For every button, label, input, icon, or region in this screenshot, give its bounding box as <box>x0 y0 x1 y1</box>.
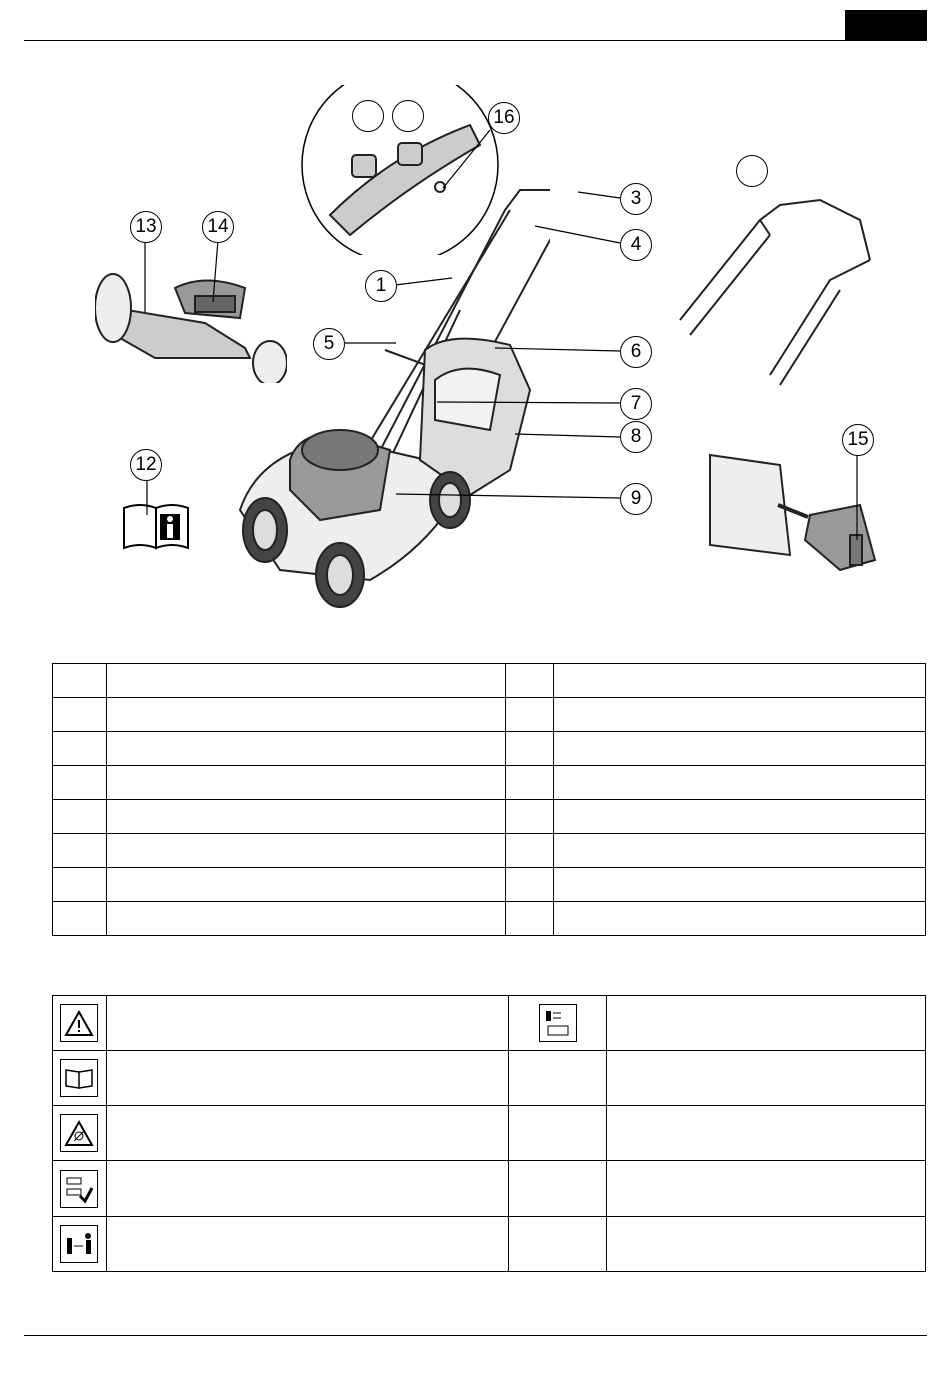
symbols-right-text <box>607 1217 926 1272</box>
parts-row <box>53 800 926 834</box>
parts-row <box>53 732 926 766</box>
symbols-left-text <box>106 1051 508 1106</box>
parts-cell-t2 <box>554 800 926 834</box>
symbols-left-text <box>106 1217 508 1272</box>
thrown-objects-icon <box>60 1114 98 1152</box>
callout-14: 14 <box>202 211 234 243</box>
callout-16: 16 <box>488 102 520 134</box>
callout-15: 15 <box>842 424 874 456</box>
parts-cell-t1 <box>106 732 506 766</box>
footer-rule <box>24 1335 927 1336</box>
symbols-right-text <box>607 996 926 1051</box>
parts-row <box>53 834 926 868</box>
symbols-row <box>53 1161 926 1217</box>
parts-cell-t1 <box>106 664 506 698</box>
read-manual-icon <box>60 1059 98 1097</box>
symbols-table <box>52 995 926 1272</box>
callout-9: 9 <box>620 483 652 515</box>
parts-row <box>53 902 926 936</box>
parts-cell-t2 <box>554 698 926 732</box>
warning-triangle-icon <box>60 1004 98 1042</box>
parts-cell-n1 <box>53 664 107 698</box>
callout-7: 7 <box>620 388 652 420</box>
callout-1: 1 <box>365 270 397 302</box>
parts-cell-n2 <box>506 800 554 834</box>
callout-4: 4 <box>620 229 652 261</box>
parts-cell-n2 <box>506 698 554 732</box>
symbols-right-icon-cell <box>509 1161 607 1217</box>
symbols-right-text <box>607 1106 926 1161</box>
callout-6: 6 <box>620 336 652 368</box>
callout-13: 13 <box>130 211 162 243</box>
symbols-row <box>53 1217 926 1272</box>
parts-cell-t1 <box>106 698 506 732</box>
parts-cell-t2 <box>554 902 926 936</box>
parts-cell-n2 <box>506 766 554 800</box>
parts-cell-t1 <box>106 868 506 902</box>
parts-cell-t1 <box>106 902 506 936</box>
parts-cell-t1 <box>106 834 506 868</box>
parts-cell-n1 <box>53 732 107 766</box>
parts-cell-t2 <box>554 664 926 698</box>
parts-cell-n2 <box>506 868 554 902</box>
parts-cell-n1 <box>53 800 107 834</box>
callout-5: 5 <box>313 328 345 360</box>
callout-3: 3 <box>620 183 652 215</box>
parts-cell-n1 <box>53 766 107 800</box>
disconnect-plug-icon <box>539 1004 577 1042</box>
keep-distance-icon <box>60 1225 98 1263</box>
callout-8: 8 <box>620 421 652 453</box>
parts-cell-n1 <box>53 868 107 902</box>
symbols-right-icon-cell <box>509 1106 607 1161</box>
parts-cell-t2 <box>554 766 926 800</box>
parts-cell-n2 <box>506 902 554 936</box>
parts-row <box>53 664 926 698</box>
parts-cell-t1 <box>106 800 506 834</box>
symbols-row <box>53 1051 926 1106</box>
parts-cell-t1 <box>106 766 506 800</box>
symbols-left-text <box>106 1106 508 1161</box>
parts-cell-n1 <box>53 834 107 868</box>
parts-row <box>53 698 926 732</box>
parts-cell-t2 <box>554 834 926 868</box>
parts-cell-t2 <box>554 868 926 902</box>
symbols-right-text <box>607 1161 926 1217</box>
parts-cell-n1 <box>53 902 107 936</box>
symbols-left-text <box>106 1161 508 1217</box>
symbols-right-icon-cell <box>509 1217 607 1272</box>
parts-cell-n2 <box>506 664 554 698</box>
symbols-row <box>53 996 926 1051</box>
leader-lines <box>0 0 950 620</box>
callout-12: 12 <box>130 449 162 481</box>
parts-cell-n2 <box>506 834 554 868</box>
parts-cell-n2 <box>506 732 554 766</box>
symbols-left-text <box>106 996 508 1051</box>
parts-row <box>53 868 926 902</box>
parts-cell-n1 <box>53 698 107 732</box>
symbols-row <box>53 1106 926 1161</box>
symbols-right-text <box>607 1051 926 1106</box>
remove-key-icon <box>60 1170 98 1208</box>
parts-table <box>52 663 926 936</box>
parts-cell-t2 <box>554 732 926 766</box>
symbols-right-icon-cell <box>509 1051 607 1106</box>
parts-row <box>53 766 926 800</box>
